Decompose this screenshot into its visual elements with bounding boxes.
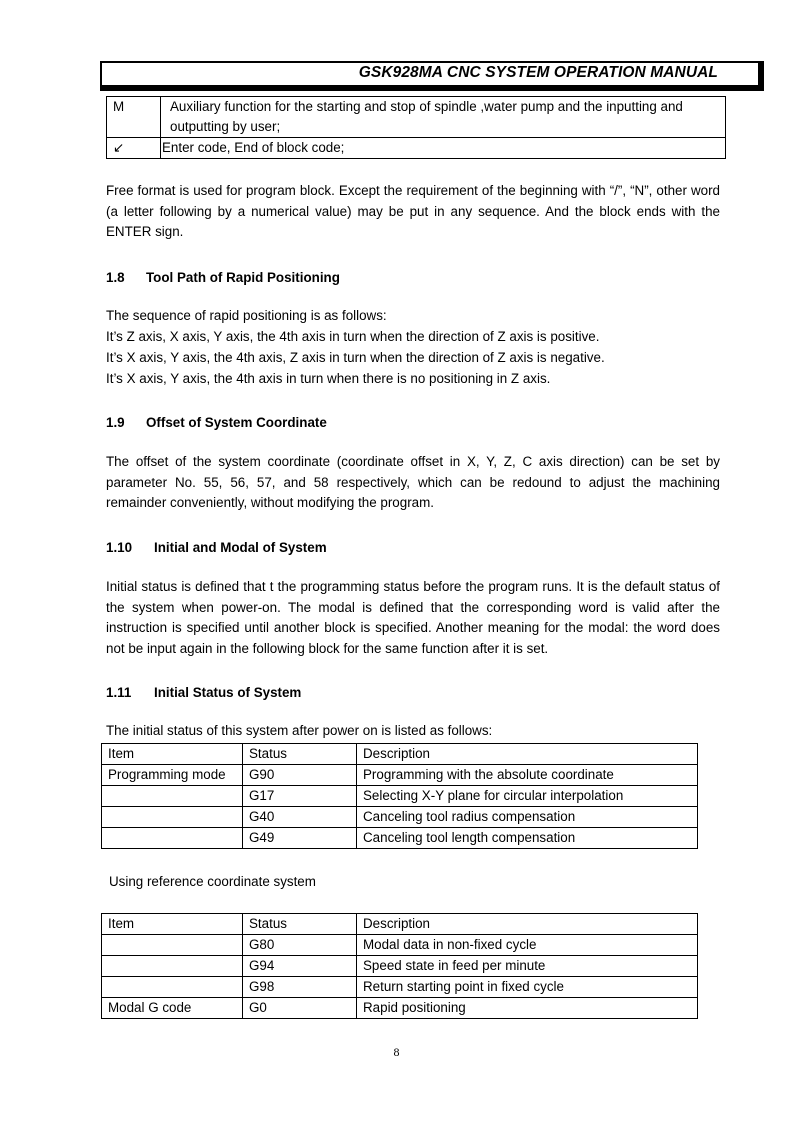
section-title: Offset of System Coordinate xyxy=(146,415,327,430)
section-title: Initial Status of System xyxy=(154,685,302,700)
description-cell: Auxiliary function for the starting and stop of spindle ,water pump and the inputting and outputting by user; xyxy=(161,97,726,138)
column-header: Item xyxy=(102,744,243,765)
section-body: The offset of the system coordinate (coordinate offset in X, Y, Z, C axis direction) can be set by parameter No. 55, 56, 57, and 58 respectively, which can be redound to adjust the machining remainder conveniently, without modifying the program. xyxy=(106,454,720,511)
table-row xyxy=(102,786,698,807)
status-cell: G94 xyxy=(243,956,357,977)
item-cell xyxy=(102,977,243,998)
running-header xyxy=(100,61,764,91)
table-header-row xyxy=(102,744,698,765)
status-cell: G17 xyxy=(243,786,357,807)
item-cell xyxy=(102,956,243,977)
text-line: It’s X axis, Y axis, the 4th axis, Z axis in turn when the direction of Z axis is negative. xyxy=(106,350,605,365)
text-line: The sequence of rapid positioning is as follows: xyxy=(106,308,387,323)
column-header: Status xyxy=(243,744,357,765)
manual-title: GSK928MA CNC SYSTEM OPERATION MANUAL xyxy=(358,64,718,81)
item-cell: Programming mode xyxy=(102,765,243,786)
section-heading-1-10 xyxy=(106,540,327,555)
column-header: Status xyxy=(243,914,357,935)
column-header: Item xyxy=(102,914,243,935)
table-row xyxy=(107,138,726,159)
table-row xyxy=(102,765,698,786)
status-cell: G90 xyxy=(243,765,357,786)
description-cell: Canceling tool length compensation xyxy=(357,828,698,849)
item-cell xyxy=(102,828,243,849)
reference-status-table xyxy=(101,913,698,1019)
table-row xyxy=(102,998,698,1019)
section-heading-1-8 xyxy=(106,270,340,285)
description-cell: Canceling tool radius compensation xyxy=(357,807,698,828)
intro-paragraph: Free format is used for program block. Except the requirement of the beginning with “/”, “N”, other word (a letter following by a numerical value) may be put in any sequence. And the block ends with the ENTER sign. xyxy=(106,183,720,240)
description-cell: Speed state in feed per minute xyxy=(357,956,698,977)
item-cell xyxy=(102,786,243,807)
section-heading-1-11 xyxy=(106,685,301,700)
table-header-row xyxy=(102,914,698,935)
section-number: 1.9 xyxy=(106,415,125,430)
status-cell: G49 xyxy=(243,828,357,849)
text-line: It’s Z axis, X axis, Y axis, the 4th axis in turn when the direction of Z axis is positive. xyxy=(106,329,600,344)
table-row xyxy=(102,807,698,828)
section-body: Initial status is defined that t the programming status before the program runs. It is the default status of the system when power-on. The modal is defined that the corresponding word is valid after the instruction is specified until another block is specified. Another meaning for the modal: the word does not be input again in the following block for the same function after it is set. xyxy=(106,579,720,657)
section-intro: The initial status of this system after power on is listed as follows: xyxy=(106,723,493,738)
status-cell: G98 xyxy=(243,977,357,998)
description-cell: Modal data in non-fixed cycle xyxy=(357,935,698,956)
table-row xyxy=(102,977,698,998)
code-table xyxy=(106,96,726,159)
column-header: Description xyxy=(357,914,698,935)
description-cell: Selecting X-Y plane for circular interpolation xyxy=(357,786,698,807)
table-row xyxy=(102,956,698,977)
description-cell: Programming with the absolute coordinate xyxy=(357,765,698,786)
text-line: It’s X axis, Y axis, the 4th axis in turn when there is no positioning in Z axis. xyxy=(106,371,551,386)
description-cell: Enter code, End of block code; xyxy=(161,138,726,159)
page-number: 8 xyxy=(393,1045,400,1059)
enter-arrow-icon: ↙ xyxy=(107,138,161,159)
reference-note: Using reference coordinate system xyxy=(109,874,316,889)
section-title: Initial and Modal of System xyxy=(154,540,327,555)
section-title: Tool Path of Rapid Positioning xyxy=(146,270,340,285)
column-header: Description xyxy=(357,744,698,765)
code-cell: M xyxy=(107,97,161,138)
section-number: 1.8 xyxy=(106,270,125,285)
section-number: 1.11 xyxy=(106,685,132,700)
section-heading-1-9 xyxy=(106,415,327,430)
status-cell: G80 xyxy=(243,935,357,956)
section-number: 1.10 xyxy=(106,540,133,555)
description-cell: Return starting point in fixed cycle xyxy=(357,977,698,998)
description-cell: Rapid positioning xyxy=(357,998,698,1019)
item-cell: Modal G code xyxy=(102,998,243,1019)
table-row xyxy=(102,935,698,956)
item-cell xyxy=(102,935,243,956)
table-row xyxy=(107,97,726,138)
table-row xyxy=(102,828,698,849)
status-cell: G40 xyxy=(243,807,357,828)
status-cell: G0 xyxy=(243,998,357,1019)
initial-status-table xyxy=(101,743,698,849)
item-cell xyxy=(102,807,243,828)
